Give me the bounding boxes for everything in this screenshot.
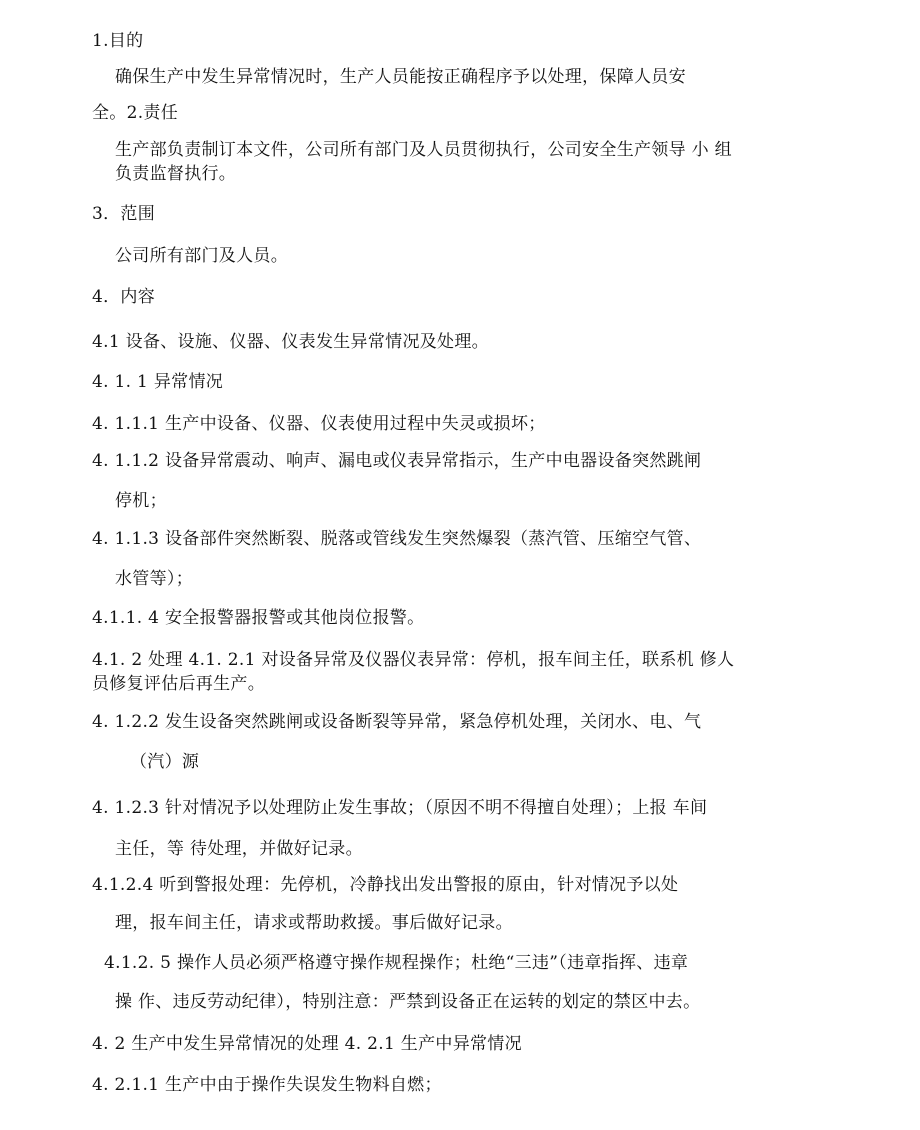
item-4-1-1-4: 4.1.1. 4 安全报警器报警或其他岗位报警。: [92, 608, 425, 628]
item-4-1-2-4-line-2: 理，报车间主任，请求或帮助救援。事后做好记录。: [115, 913, 513, 933]
section-4-1-2-line-2: 员修复评估后再生产。: [92, 674, 265, 694]
item-4-1-2-5-line-2: 操 作、违反劳动纪律），特别注意：严禁到设备正在运转的划定的禁区中去。: [115, 992, 701, 1012]
purpose-text-line-1: 确保生产中发生异常情况时，生产人员能按正确程序予以处理，保障人员安: [115, 67, 686, 87]
section-4-1-2-line-1: 4.1. 2 处理 4.1. 2.1 对设备异常及仪器仪表异常：停机，报车间主任，联系机 修人: [92, 650, 735, 670]
responsibility-text-line-2: 负责监督执行。: [115, 164, 237, 184]
section-4-2: 4. 2 生产中发生异常情况的处理 4. 2.1 生产中异常情况: [92, 1034, 522, 1054]
scope-text: 公司所有部门及人员。: [115, 246, 288, 266]
item-4-1-1-3-line-1: 4. 1.1.3 设备部件突然断裂、脱落或管线发生突然爆裂（蒸汽管、压缩空气管、: [92, 529, 702, 549]
item-4-1-1-3-line-2: 水管等）；: [115, 569, 193, 589]
section-4-1: 4.1 设备、设施、仪器、仪表发生异常情况及处理。: [92, 332, 489, 352]
item-4-2-1-1: 4. 2.1.1 生产中由于操作失误发生物料自燃；: [92, 1075, 442, 1095]
item-4-1-1-2-line-1: 4. 1.1.2 设备异常震动、响声、漏电或仪表异常指示，生产中电器设备突然跳闸: [92, 451, 702, 471]
item-4-1-2-5-line-1: 4.1.2. 5 操作人员必须严格遵守操作规程操作；杜绝“三违”（违章指挥、违章: [104, 953, 689, 973]
item-4-1-1-1: 4. 1.1.1 生产中设备、仪器、仪表使用过程中失灵或损坏；: [92, 414, 546, 434]
item-4-1-2-4-line-1: 4.1.2.4 听到警报处理：先停机，冷静找出发出警报的原由，针对情况予以处: [92, 875, 679, 895]
item-4-1-1-2-line-2: 停机；: [115, 491, 167, 511]
item-4-1-2-2-line-2: （汽）源: [130, 752, 200, 772]
section-4-1-1: 4. 1. 1 异常情况: [92, 372, 224, 392]
item-4-1-2-2-line-1: 4. 1.2.2 发生设备突然跳闸或设备断裂等异常，紧急停机处理，关闭水、电、气: [92, 712, 702, 732]
item-4-1-2-3-line-2: 主任，等 待处理，并做好记录。: [115, 839, 363, 859]
purpose-text-line-2: 全。2.责任: [92, 103, 179, 123]
heading-scope: 3．范围: [92, 204, 156, 224]
responsibility-text-line-1: 生产部负责制订本文件，公司所有部门及人员贯彻执行，公司安全生产领导 小 组: [115, 140, 732, 160]
item-4-1-2-3-line-1: 4. 1.2.3 针对情况予以处理防止发生事故；（原因不明不得擅自处理）；上报 车间: [92, 798, 708, 818]
heading-purpose: 1.目的: [92, 31, 144, 51]
heading-content: 4．内容: [92, 287, 156, 307]
